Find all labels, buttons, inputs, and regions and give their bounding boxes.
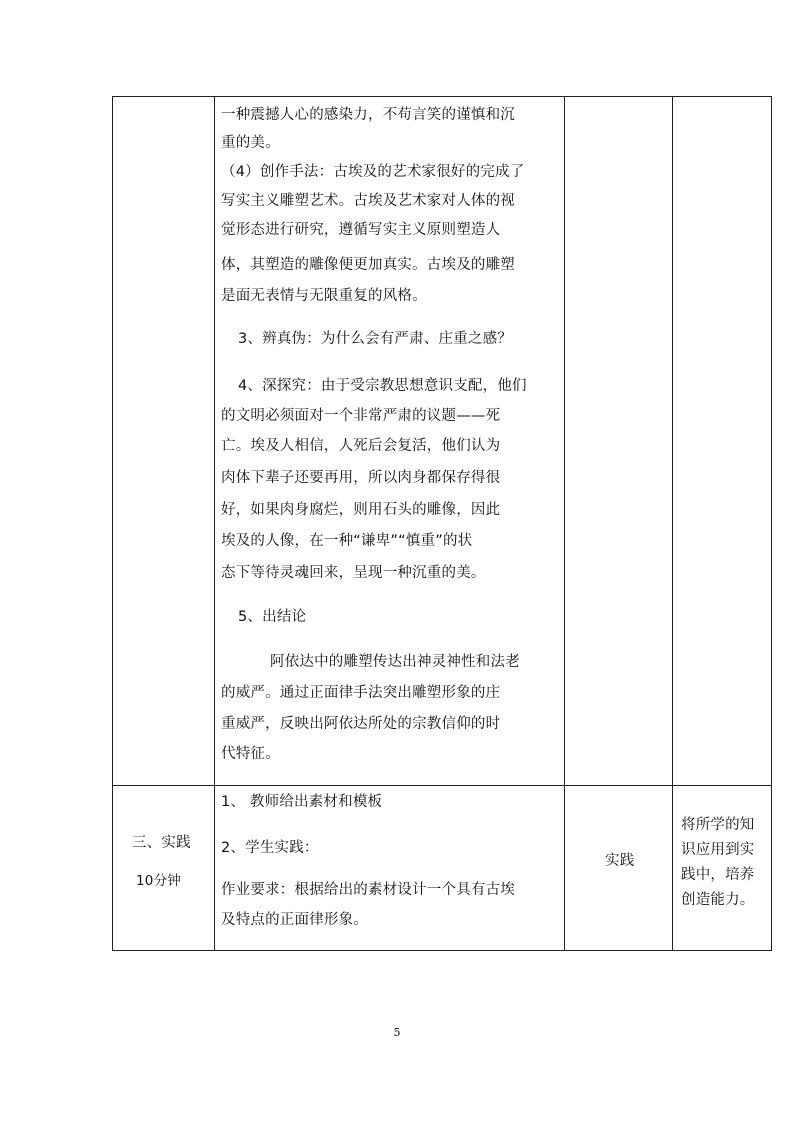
table-bottom-border (112, 950, 772, 951)
paragraph-line: （4）创作手法：古埃及的艺术家很好的完成了 (221, 164, 525, 180)
question-heading: 3、辨真伪：为什么会有严肃、庄重之感？ (238, 331, 513, 347)
goal-line: 践中，培养 (681, 867, 755, 883)
paragraph-line: 觉形态进行研究，遵循写实主义原则塑造人 (221, 222, 501, 238)
stage-label: 三、实践 (132, 835, 191, 851)
paragraph-line: 代特征。 (221, 746, 280, 762)
table-left-border (112, 96, 113, 951)
conclusion-heading: 5、出结论 (238, 609, 307, 625)
column-divider (672, 96, 673, 951)
paragraph-line: 重的美。 (221, 135, 280, 151)
paragraph-line: 态下等待灵魂回来，呈现一种沉重的美。 (221, 565, 486, 581)
duration-label: 10分钟 (136, 873, 181, 889)
paragraph-line: 重威严，反映出阿依达所处的宗教信仰的时 (221, 716, 501, 732)
paragraph-line: 埃及的人像，在一种“谦卑”“慎重”的状 (221, 533, 473, 549)
paragraph-line: 的文明必须面对一个非常严肃的议题——死 (221, 408, 501, 424)
page-number: 5 (393, 1026, 401, 1039)
activity-label: 实践 (605, 853, 635, 869)
paragraph-line: 2、学生实践： (221, 840, 319, 856)
paragraph-line: 作业要求：根据给出的素材设计一个具有古埃 (221, 882, 515, 898)
paragraph-line: 的威严。通过正面律手法突出雕塑形象的庄 (221, 685, 501, 701)
paragraph-line: 是面无表情与无限重复的风格。 (221, 288, 427, 304)
goal-line: 创造能力。 (681, 892, 755, 908)
paragraph-line: 4、深探究：由于受宗教思想意识支配，他们 (238, 378, 527, 394)
paragraph-line: 一种震撼人心的感染力，不苟言笑的谨慎和沉 (221, 107, 515, 123)
paragraph-line: 体，其塑造的雕像便更加真实。古埃及的雕塑 (221, 257, 515, 273)
paragraph-line: 及特点的正面律形象。 (221, 912, 368, 928)
row-divider (112, 785, 772, 786)
paragraph-line: 写实主义雕塑艺术。古埃及艺术家对人体的视 (221, 193, 515, 209)
column-divider (214, 96, 215, 951)
paragraph-line: 好，如果肉身腐烂，则用石头的雕像，因此 (221, 502, 501, 518)
table-top-border (112, 96, 772, 97)
paragraph-line: 肉体下辈子还要再用，所以肉身都保存得很 (221, 470, 501, 486)
column-divider (564, 96, 565, 951)
paragraph-line: 阿依达中的雕塑传达出神灵神性和法老 (270, 654, 520, 670)
goal-line: 识应用到实 (681, 842, 755, 858)
paragraph-line: 1、 教师给出素材和模板 (221, 794, 383, 810)
goal-line: 将所学的知 (681, 817, 755, 833)
table-right-border (771, 96, 772, 951)
paragraph-line: 亡。埃及人相信，人死后会复活，他们认为 (221, 438, 501, 454)
